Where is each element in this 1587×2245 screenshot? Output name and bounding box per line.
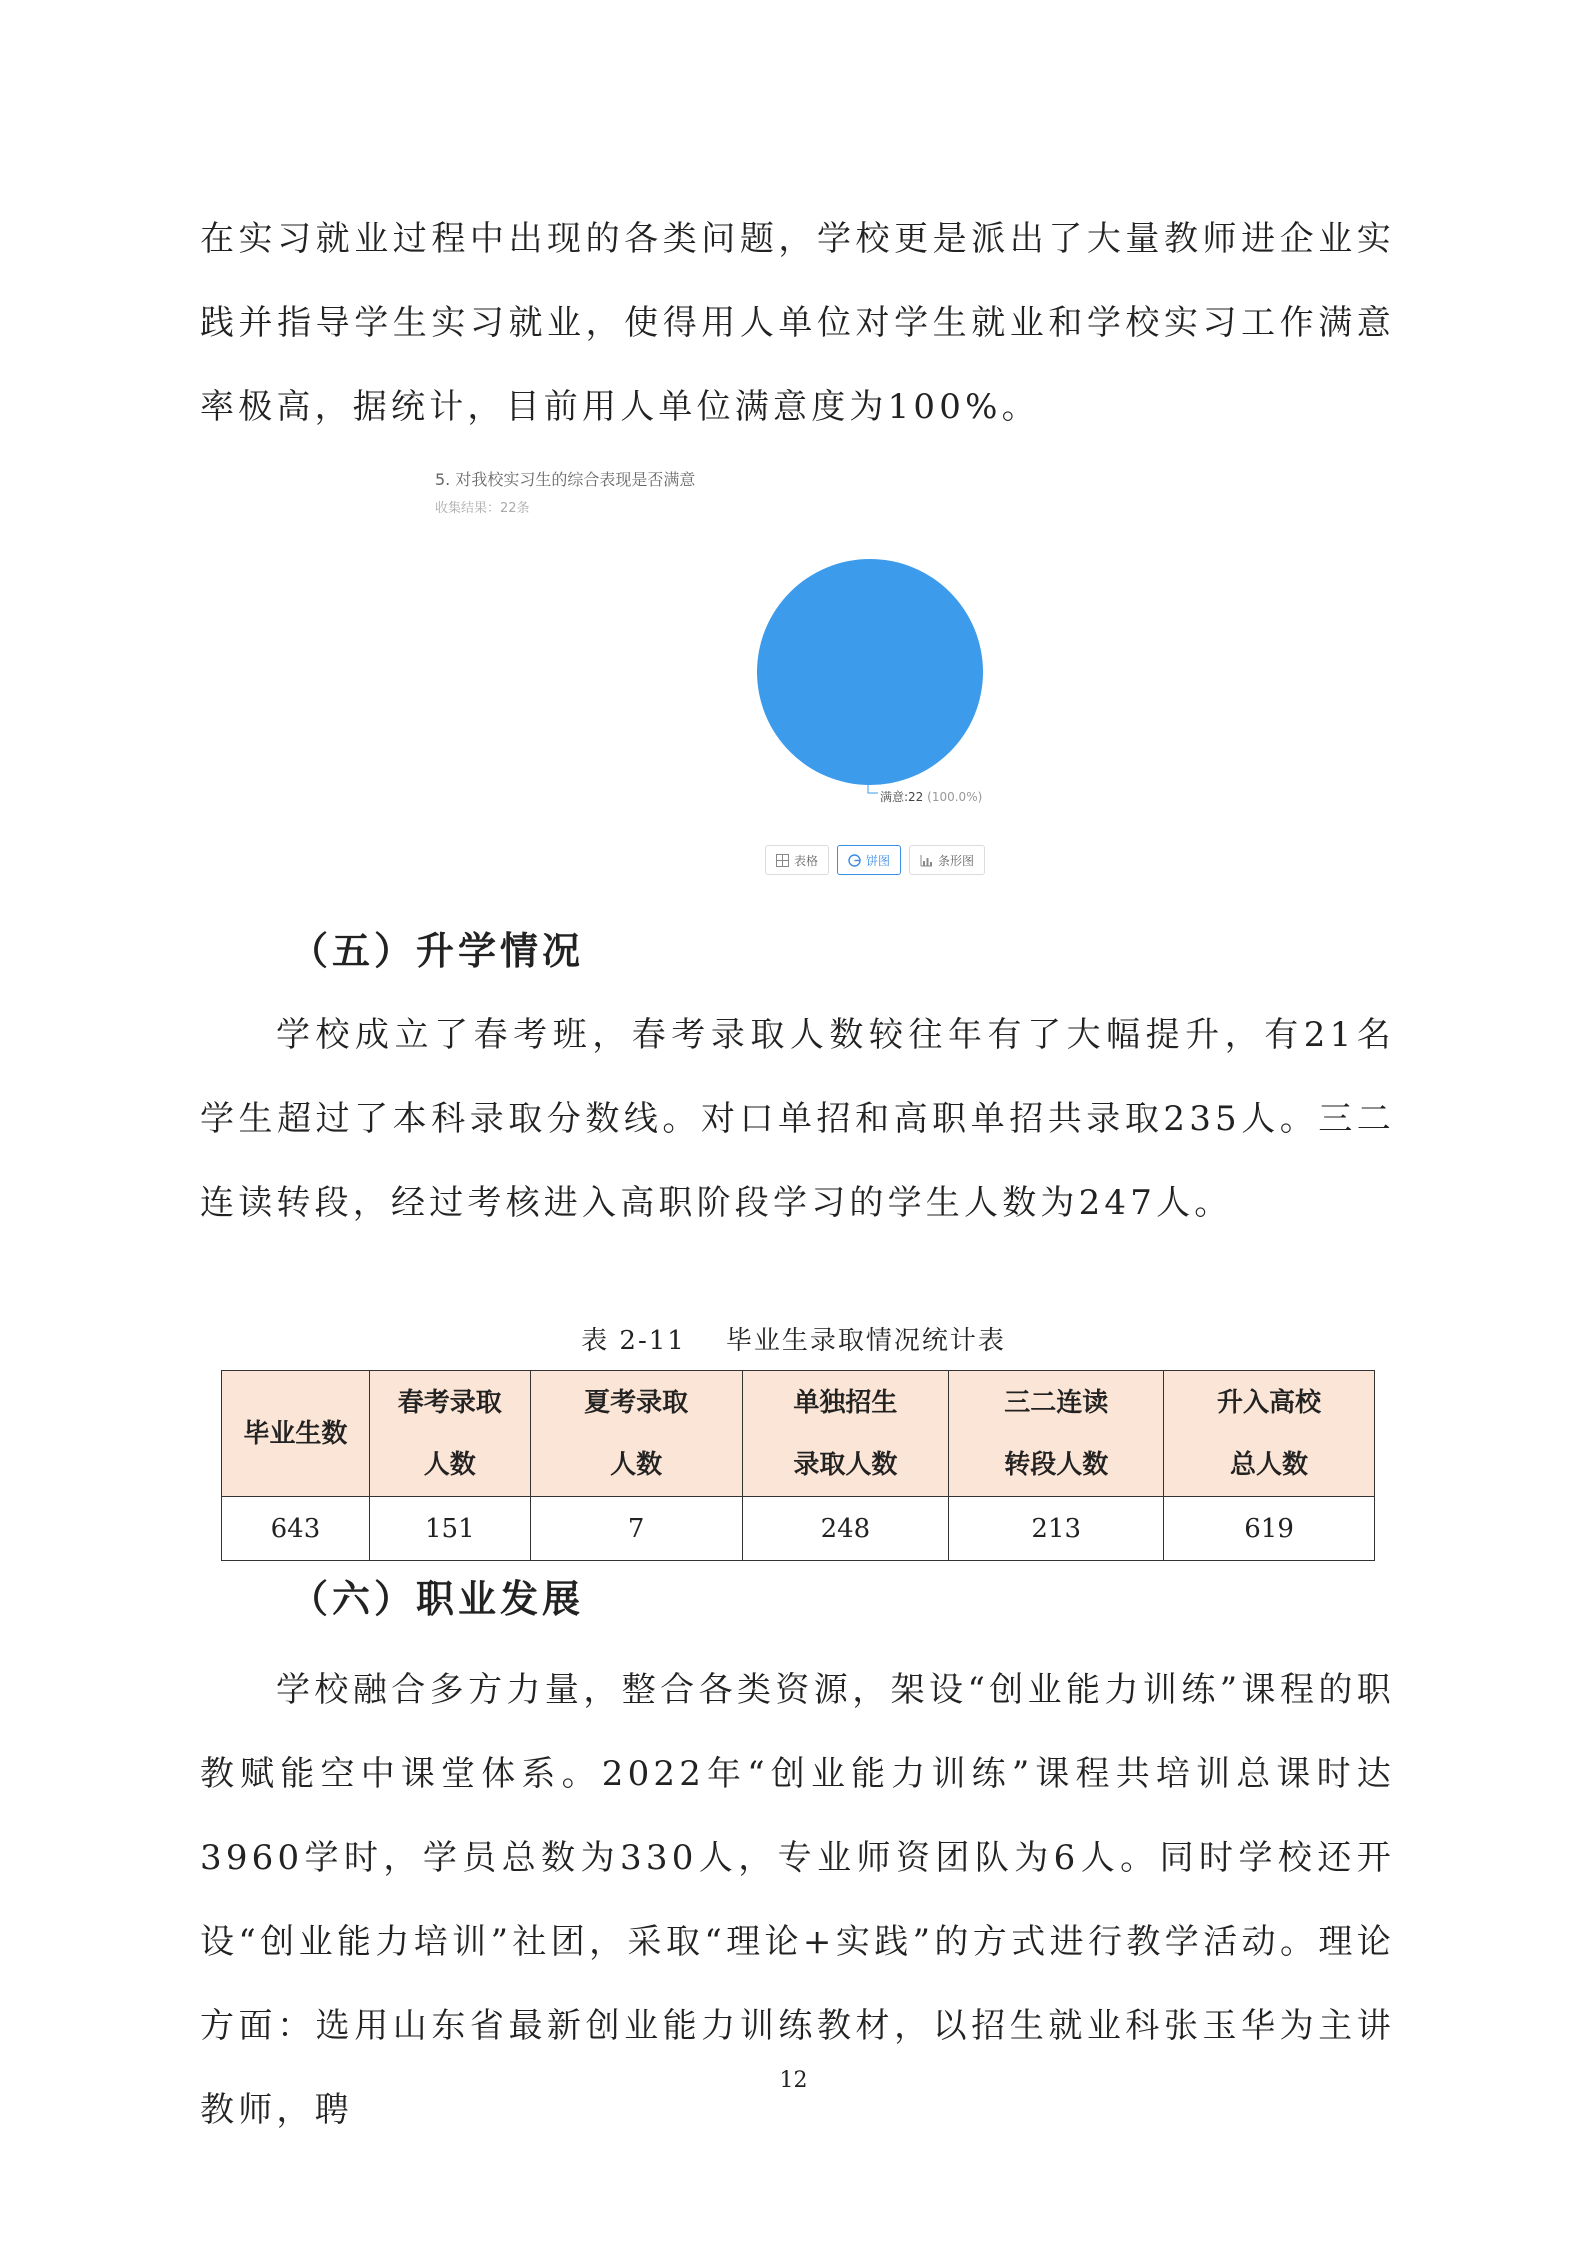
header-total-admitted: 升入高校 总人数 [1164,1371,1375,1497]
pie-slice-0 [757,559,983,785]
cell-three-two-transfer: 213 [949,1497,1164,1561]
bar-chart-icon [920,854,933,867]
table-caption-id: 表 2-11 [581,1326,686,1356]
section-heading-career-development: （六）职业发展 [290,1576,585,1621]
cell-graduates: 643 [222,1497,370,1561]
paragraph-internship-satisfaction: 在实习就业过程中出现的各类问题，学校更是派出了大量教师进企业实践并指导学生实习就业，使得用人单位对学生就业和学校实习工作满意率极高，据统计，目前用人单位满意度为100%。 [200,219,1395,427]
header-graduates: 毕业生数 [222,1371,370,1497]
pie-slice-label [880,788,982,805]
survey-result-panel [425,455,1025,885]
section-heading-further-study: （五）升学情况 [290,928,585,973]
header-spring-exam: 春考录取 人数 [369,1371,530,1497]
pie-chart [425,455,1025,885]
cell-independent-admission: 248 [742,1497,949,1561]
cell-summer-exam: 7 [530,1497,742,1561]
cell-total-admitted: 619 [1164,1497,1375,1561]
admission-stats-table [221,1370,1375,1561]
header-three-two-transfer: 三二连读 转段人数 [949,1371,1164,1497]
table-caption [0,1320,1587,1357]
survey-collected-count: 收集结果：22条 [435,501,530,516]
tab-pie-label: 饼图 [866,853,891,868]
page-number: 12 [779,2068,808,2093]
table-header-row [222,1371,1375,1497]
pie-chart-icon [848,854,861,867]
survey-question: 5. 对我校实习生的综合表现是否满意 [435,470,696,489]
header-independent-admission: 单独招生 录取人数 [742,1371,949,1497]
tab-table[interactable] [765,845,829,875]
cell-spring-exam: 151 [369,1497,530,1561]
paragraph-career-development: 学校融合多方力量，整合各类资源，架设“创业能力训练”课程的职教赋能空中课堂体系。2022年“创业能力训练”课程共培训总课时达3960学时，学员总数为330人，专业师资团队为6人。同时学校还开设“创业能力培训”社团，采取“理论+实践”的方式进行教学活动。理论方面：选用山东省最新创业能力训练教材，以招生就业科张玉华为主讲教师，聘 [200,1670,1395,2130]
header-summer-exam: 夏考录取 人数 [530,1371,742,1497]
tab-bar[interactable] [909,845,985,875]
table-row [222,1497,1375,1561]
pie-slice-percent: (100.0%) [927,790,983,804]
tab-pie[interactable] [837,845,901,875]
table-caption-title: 毕业生录取情况统计表 [725,1326,1006,1356]
pie-slice-name: 满意:22 [880,790,924,804]
tab-table-label: 表格 [794,853,819,868]
paragraph-further-study: 学校成立了春考班，春考录取人数较往年有了大幅提升，有21名学生超过了本科录取分数线。对口单招和高职单招共录取235人。三二连读转段，经过考核进入高职阶段学习的学生人数为247人。 [200,1015,1395,1223]
tab-bar-label: 条形图 [938,853,975,868]
chart-view-tabs [765,845,985,875]
table-icon [776,854,789,867]
